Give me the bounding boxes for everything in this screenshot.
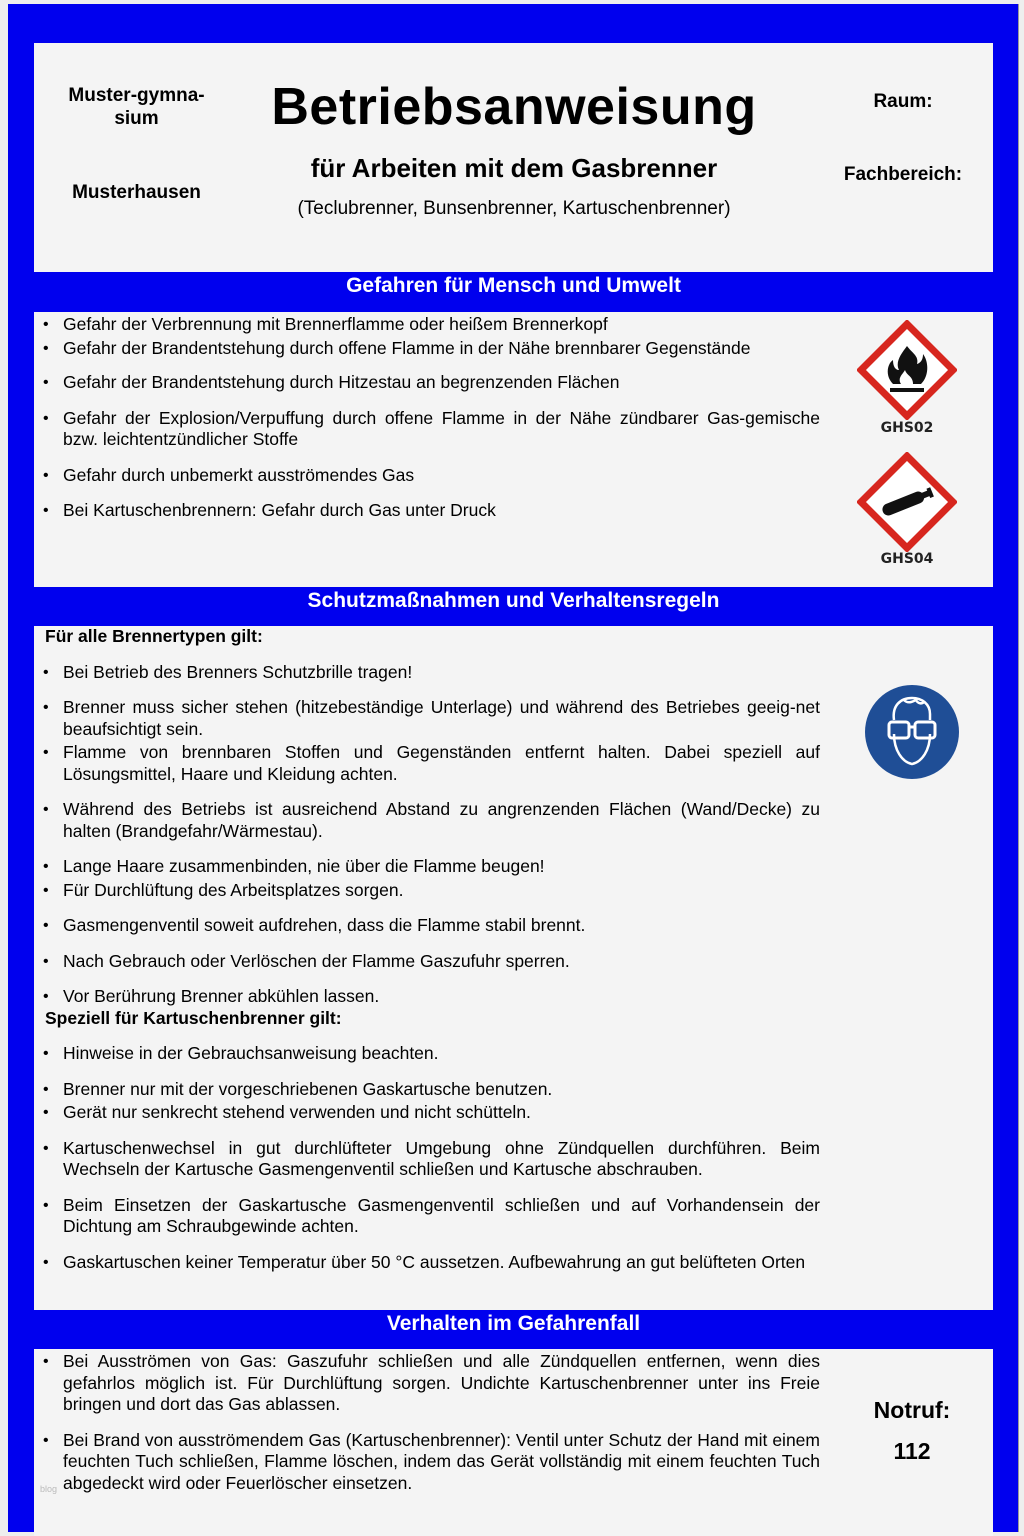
emergency-panel: [34, 1349, 993, 1536]
ghs04-gas-cylinder-icon: [857, 452, 957, 552]
cartridge-rules-heading: Speziell für Kartuschenbrenner gilt:: [45, 1007, 342, 1028]
town-name: Musterhausen: [72, 182, 201, 203]
general-rules-heading: Für alle Brennertypen gilt:: [45, 626, 263, 646]
section-heading-emergency: Verhalten im Gefahrenfall: [386, 1312, 641, 1335]
school-name-line2: sium: [114, 108, 159, 129]
ghs02-label: GHS02: [880, 420, 934, 436]
page-title: Betriebsanweisung: [271, 78, 757, 136]
watermark: blog: [40, 1484, 58, 1494]
emergency-number: 112: [893, 1438, 931, 1464]
department-label: Fachbereich:: [843, 164, 963, 185]
list-item: • Brenner muss sicher stehen (hitzebeständige Unterlage) und während des Betriebes geeig-net beaufsichtigt sein.: [34, 697, 820, 740]
list-item: • Bei Ausströmen von Gas: Gaszufuhr schließen und alle Zündquellen entfernen, wenn dies gefahrlos möglich ist. Für Durchlüftung sorgen. Undichte Kartuschenbrenner unter ins Freie bringen und dort das Gas ablassen.: [34, 1351, 820, 1416]
list-item: • Beim Einsetzen der Gaskartusche Gasmengenventil schließen und auf Vorhandensein der Dichtung am Schraubgewinde achten.: [34, 1195, 820, 1238]
list-item: • Gefahr der Brandentstehung durch Hitzestau an begrenzenden Flächen: [34, 372, 820, 394]
burner-types: (Teclubrenner, Bunsenbrenner, Kartuschenbrenner): [297, 198, 731, 219]
school-name: [54, 84, 219, 130]
measures-text: [34, 626, 820, 1273]
list-item: • Gerät nur senkrecht stehend verwenden und nicht schütteln.: [34, 1102, 820, 1124]
emergency-text: [34, 1351, 820, 1494]
ghs04-label: GHS04: [880, 551, 934, 567]
ghs02-flame-icon: [857, 320, 957, 420]
header-panel: [34, 43, 993, 272]
hazards-list: [34, 314, 820, 522]
section-heading-measures: Schutzmaßnahmen und Verhaltensregeln: [307, 589, 720, 612]
list-item: • Bei Kartuschenbrennern: Gefahr durch Gas unter Druck: [34, 500, 820, 522]
eye-protection-icon: [864, 684, 960, 780]
hazards-list-container: [34, 314, 820, 522]
list-item: • Bei Betrieb des Brenners Schutzbrille tragen!: [34, 662, 820, 684]
room-label: Raum:: [873, 91, 933, 112]
school-name-line1: Muster-gymna-: [68, 85, 205, 106]
emergency-call-label: Notruf:: [873, 1397, 951, 1423]
emergency-list: [34, 1351, 820, 1494]
list-item: • Gefahr durch unbemerkt ausströmendes Gas: [34, 465, 820, 487]
list-item: • Nach Gebrauch oder Verlöschen der Flamme Gaszufuhr sperren.: [34, 951, 820, 973]
page-subtitle: für Arbeiten mit dem Gasbrenner: [310, 153, 718, 183]
list-item: • Vor Berührung Brenner abkühlen lassen.: [34, 986, 820, 1008]
list-item: • Brenner nur mit der vorgeschriebenen Gaskartusche benutzen.: [34, 1079, 820, 1101]
list-item: • Gaskartuschen keiner Temperatur über 50 °C aussetzen. Aufbewahrung an gut belüfteten Orten: [34, 1252, 820, 1274]
section-heading-hazards: Gefahren für Mensch und Umwelt: [346, 274, 681, 297]
list-item: • Kartuschenwechsel in gut durchlüfteter Umgebung ohne Zündquellen durchführen. Beim Wechseln der Kartusche Gasmengenventil schließen und Kartusche abschrauben.: [34, 1138, 820, 1181]
list-item: • Bei Brand von ausströmendem Gas (Kartuschenbrenner): Ventil unter Schutz der Hand mit einem feuchten Tuch schließen, Flamme löschen, indem das Gerät vollständig mit einem feuchten Tuch abgedeckt wird oder Feuerlöscher einsetzen.: [34, 1430, 820, 1495]
list-item: • Für Durchlüftung des Arbeitsplatzes sorgen.: [34, 880, 820, 902]
cartridge-rules-list: [34, 1043, 820, 1273]
hazards-panel: [34, 312, 993, 587]
list-item: • Gefahr der Brandentstehung durch offene Flamme in der Nähe brennbarer Gegenstände: [34, 338, 820, 360]
list-item: • Flamme von brennbaren Stoffen und Gegenständen entfernt halten. Dabei speziell auf Lösungsmittel, Haare und Kleidung achten.: [34, 742, 820, 785]
general-rules-list: [34, 662, 820, 1008]
list-item: • Lange Haare zusammenbinden, nie über die Flamme beugen!: [34, 856, 820, 878]
list-item: • Gasmengenventil soweit aufdrehen, dass die Flamme stabil brennt.: [34, 915, 820, 937]
list-item: • Während des Betriebs ist ausreichend Abstand zu angrenzenden Flächen (Wand/Decke) zu halten (Brandgefahr/Wärmestau).: [34, 799, 820, 842]
measures-panel: [34, 626, 993, 1310]
list-item: • Gefahr der Explosion/Verpuffung durch offene Flamme in der Nähe zündbarer Gas-gemische bzw. leichtentzündlicher Stoffe: [34, 408, 820, 451]
list-item: • Hinweise in der Gebrauchsanweisung beachten.: [34, 1043, 820, 1065]
list-item: • Gefahr der Verbrennung mit Brennerflamme oder heißem Brennerkopf: [34, 314, 820, 336]
